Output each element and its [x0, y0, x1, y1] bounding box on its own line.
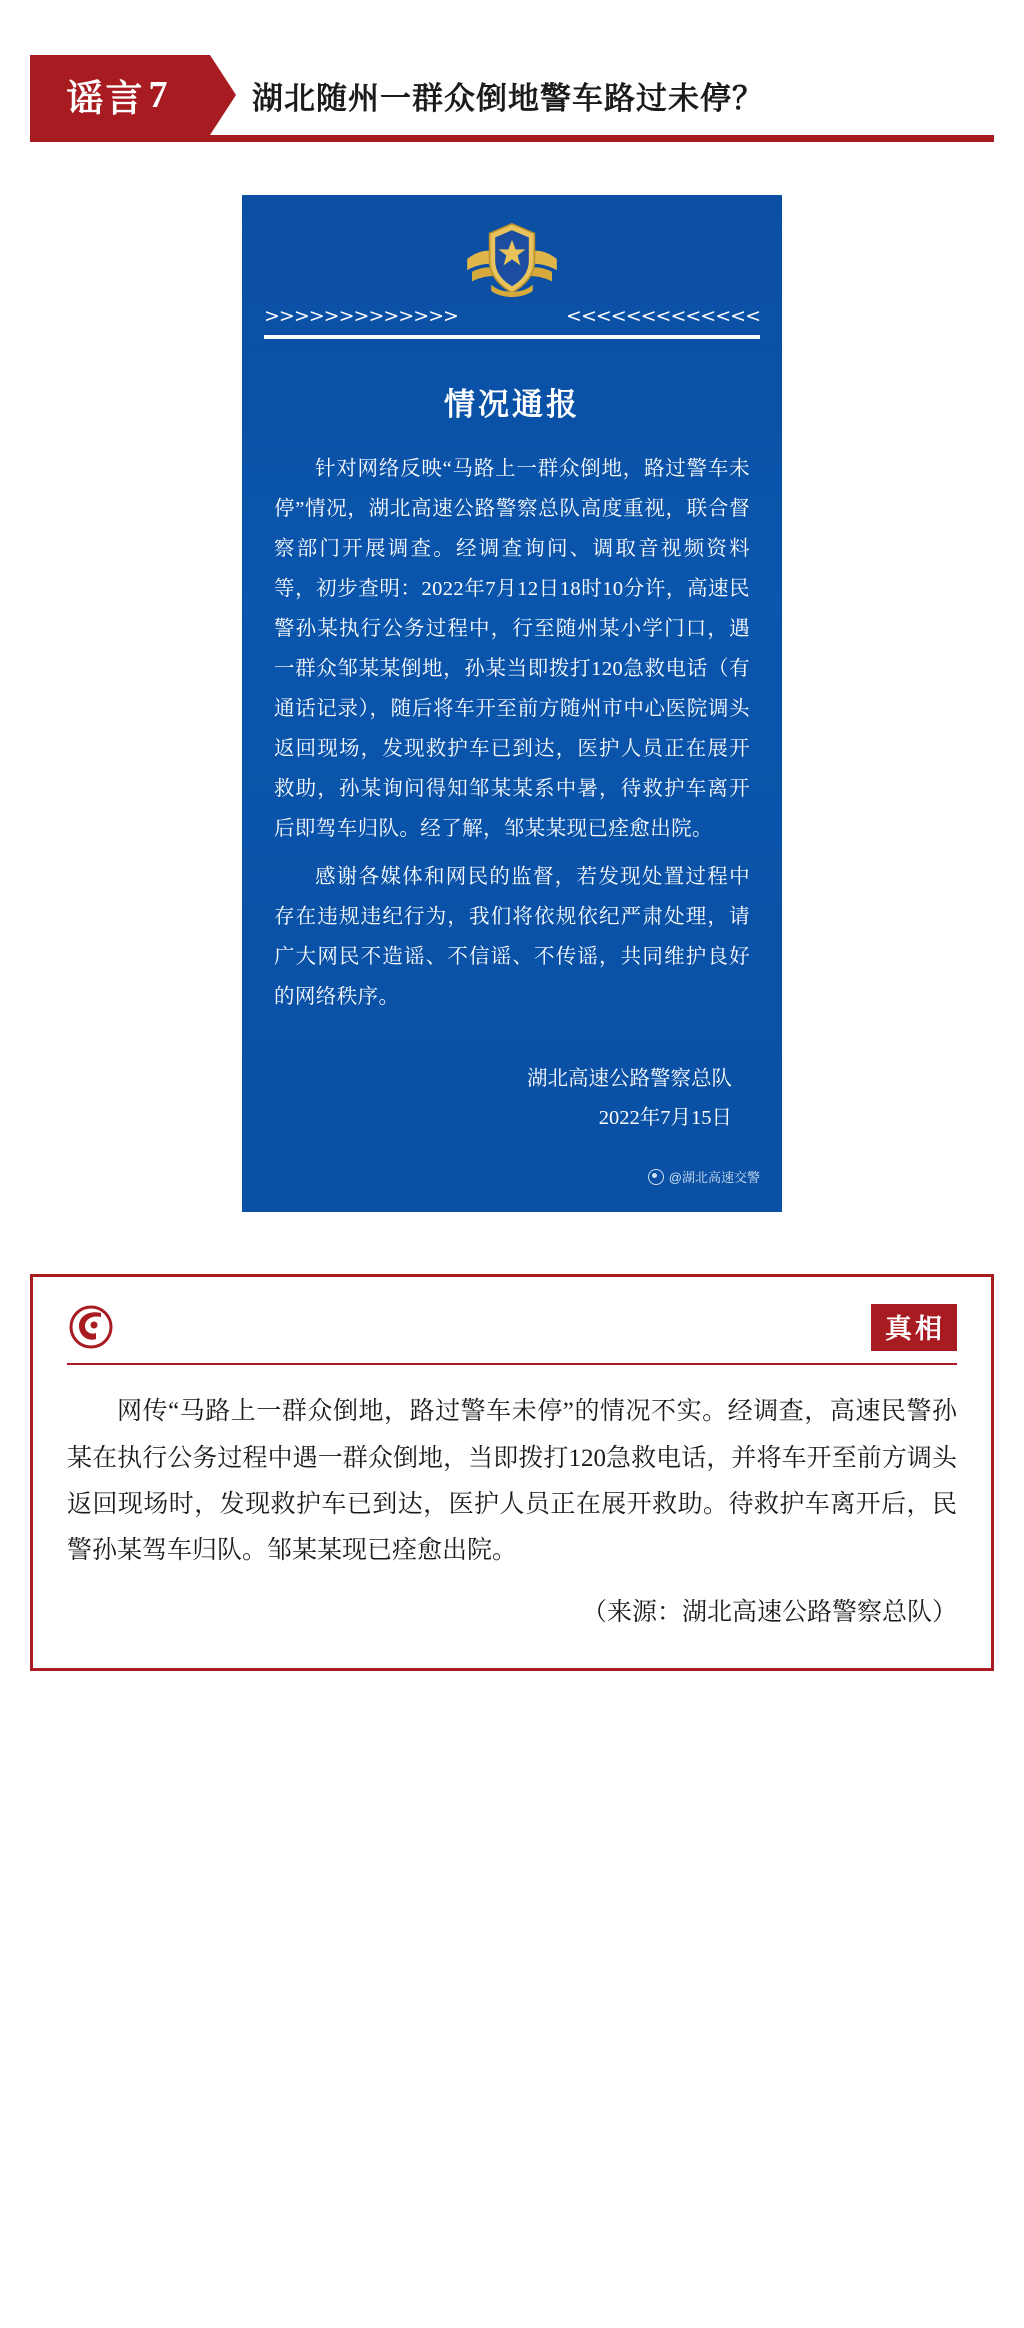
truth-box: [30, 1274, 994, 1671]
weibo-credit: [242, 1167, 782, 1186]
chevron-right-decor-icon: >>>>>>>>>>>>>: [264, 304, 458, 327]
truth-source: （来源：湖北高速公路警察总队）: [581, 1599, 957, 1627]
official-notice-card: [242, 195, 782, 1212]
chevron-decor-row: [242, 303, 782, 329]
notice-body: [242, 450, 782, 1018]
police-emblem-icon: [464, 217, 560, 301]
emblem-zone: [242, 195, 782, 315]
rumor-header: [30, 55, 994, 135]
notice-signature: [242, 1026, 782, 1138]
notice-paragraph: 针对网络反映“马路上一群众倒地，路过警车未停”情况，湖北高速公路警察总队高度重视，联合督察部门开展调查。经调查询问、调取音视频资料等，初步查明：2022年7月12日18时10分许，高速民警孙某执行公务过程中，行至随州某小学门口，遇一群众邹某某倒地，孙某当即拨打120急救电话（有通话记录），随后将车开至前方随州市中心医院调头返回现场，发现救护车已到达，医护人员正在展开救助，孙某询问得知邹某某系中暑，待救护车离开后即驾车归队。经了解，邹某某现已痊愈出院。: [274, 458, 750, 840]
notice-paragraph: 感谢各媒体和网民的监督，若发现处置过程中存在违规违纪行为，我们将依规依纪严肃处理，请广大网民不造谣、不信谣、不传谣，共同维护良好的网络秩序。: [274, 865, 750, 1008]
truth-badge: 真相: [871, 1304, 957, 1351]
rumor-tag: [30, 55, 210, 135]
rumor-tag-number: 7: [148, 74, 170, 116]
notice-divider: [264, 335, 760, 339]
signature-org: 湖北高速公路警察总队: [527, 1067, 732, 1090]
fact-check-logo-icon: [67, 1303, 115, 1351]
truth-paragraph: 网传“马路上一群众倒地，路过警车未停”的情况不实。经调查，高速民警孙某在执行公务过程中遇一群众倒地，当即拨打120急救电话，并将车开至前方调头返回现场时，发现救护车已到达，医护人员正在展开救助。待救护车离开后，民警孙某驾车归队。邹某某现已痊愈出院。: [67, 1398, 957, 1565]
page-title: 湖北随州一群众倒地警车路过未停？: [252, 80, 764, 116]
truth-header: [67, 1303, 957, 1365]
bottom-spacer: [0, 1671, 1024, 1731]
weibo-handle: @湖北高速交警: [668, 1170, 760, 1186]
signature-date: 2022年7月15日: [598, 1106, 732, 1129]
rumor-tag-label: 谣言: [66, 79, 145, 120]
truth-body: [67, 1375, 957, 1574]
tag-arrow-icon: [210, 55, 236, 135]
weibo-icon: [648, 1169, 664, 1185]
notice-area: [0, 195, 1024, 1212]
notice-title: 情况通报: [444, 387, 580, 422]
chevron-left-decor-icon: <<<<<<<<<<<<<: [566, 304, 760, 327]
